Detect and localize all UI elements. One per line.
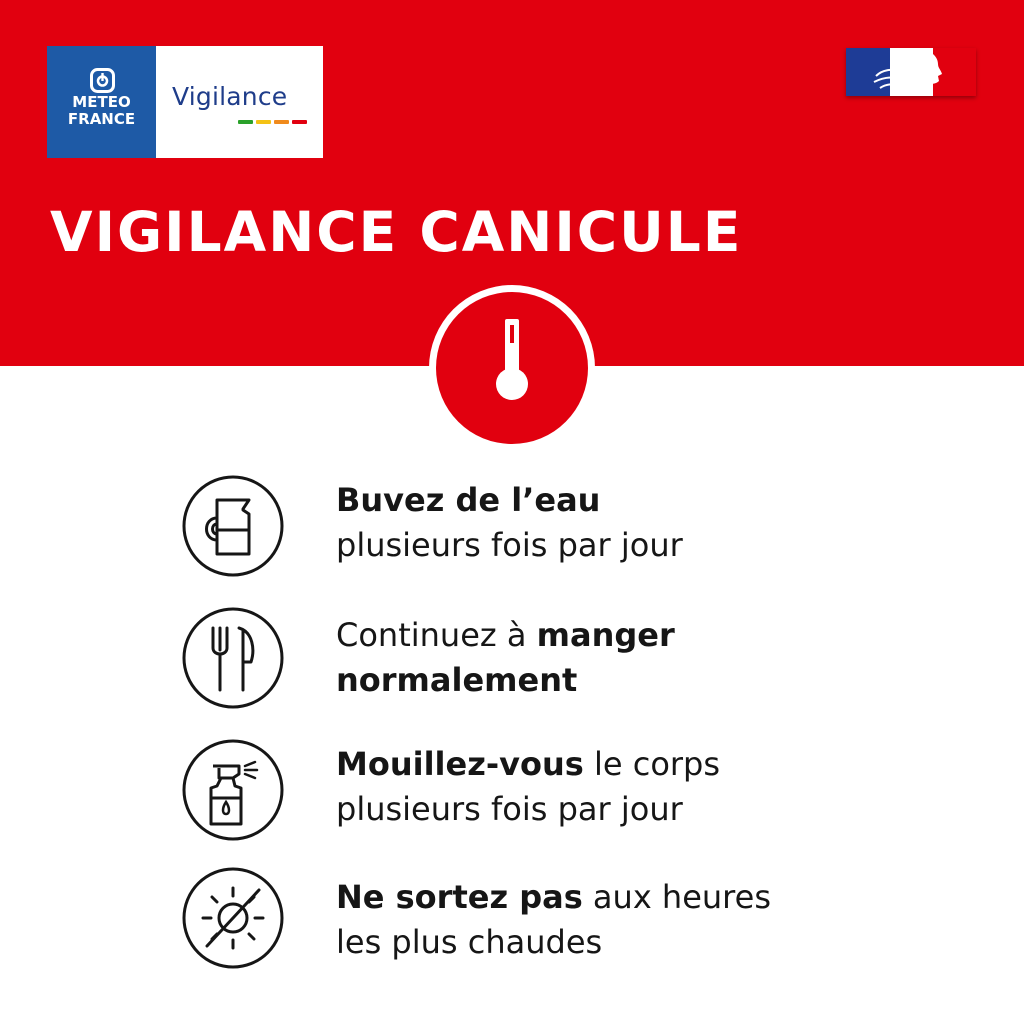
spray-bottle-icon: [181, 738, 285, 842]
meteo-france-emblem-icon: [90, 68, 115, 93]
level-orange-bar: [274, 120, 289, 124]
vigilance-wordmark: Vigilance: [172, 82, 288, 111]
level-red-bar: [292, 120, 307, 124]
tip-text-wet: [336, 742, 836, 832]
tip-plain: aux heures: [582, 878, 771, 916]
tip-bold-2: normalement: [336, 661, 578, 699]
thermometer-badge: [427, 283, 597, 453]
tip-line2: les plus chaudes: [336, 923, 603, 961]
thermometer-icon: [427, 283, 597, 453]
meteo-france-block: [47, 46, 156, 158]
water-jug-icon: [181, 474, 285, 578]
tip-bold: manger: [536, 616, 675, 654]
brand-line2: FRANCE: [67, 110, 136, 128]
tip-plain: le corps: [583, 745, 721, 783]
tip-bold: Mouillez-vous: [336, 745, 584, 783]
tip-line2: plusieurs fois par jour: [336, 526, 683, 564]
page-title: VIGILANCE CANICULE: [50, 200, 743, 264]
fork-knife-icon: [181, 606, 285, 710]
meteo-france-wordmark: [47, 94, 156, 128]
no-sun-icon: [181, 866, 285, 970]
tip-text-stay-in: [336, 875, 836, 965]
tip-bold: Ne sortez pas: [336, 878, 583, 916]
level-green-bar: [238, 120, 253, 124]
marianne-flag-logo: [846, 48, 976, 96]
vigilance-level-bars: [238, 120, 307, 124]
tip-text-eat: [336, 613, 836, 703]
tip-text-drink: [336, 478, 836, 568]
brand-line1: METEO: [72, 93, 131, 111]
level-yellow-bar: [256, 120, 271, 124]
tip-plain: Continuez à: [336, 616, 537, 654]
meteo-france-vigilance-logo: [47, 46, 323, 158]
tip-bold: Buvez de l’eau: [336, 481, 601, 519]
tip-line2: plusieurs fois par jour: [336, 790, 683, 828]
